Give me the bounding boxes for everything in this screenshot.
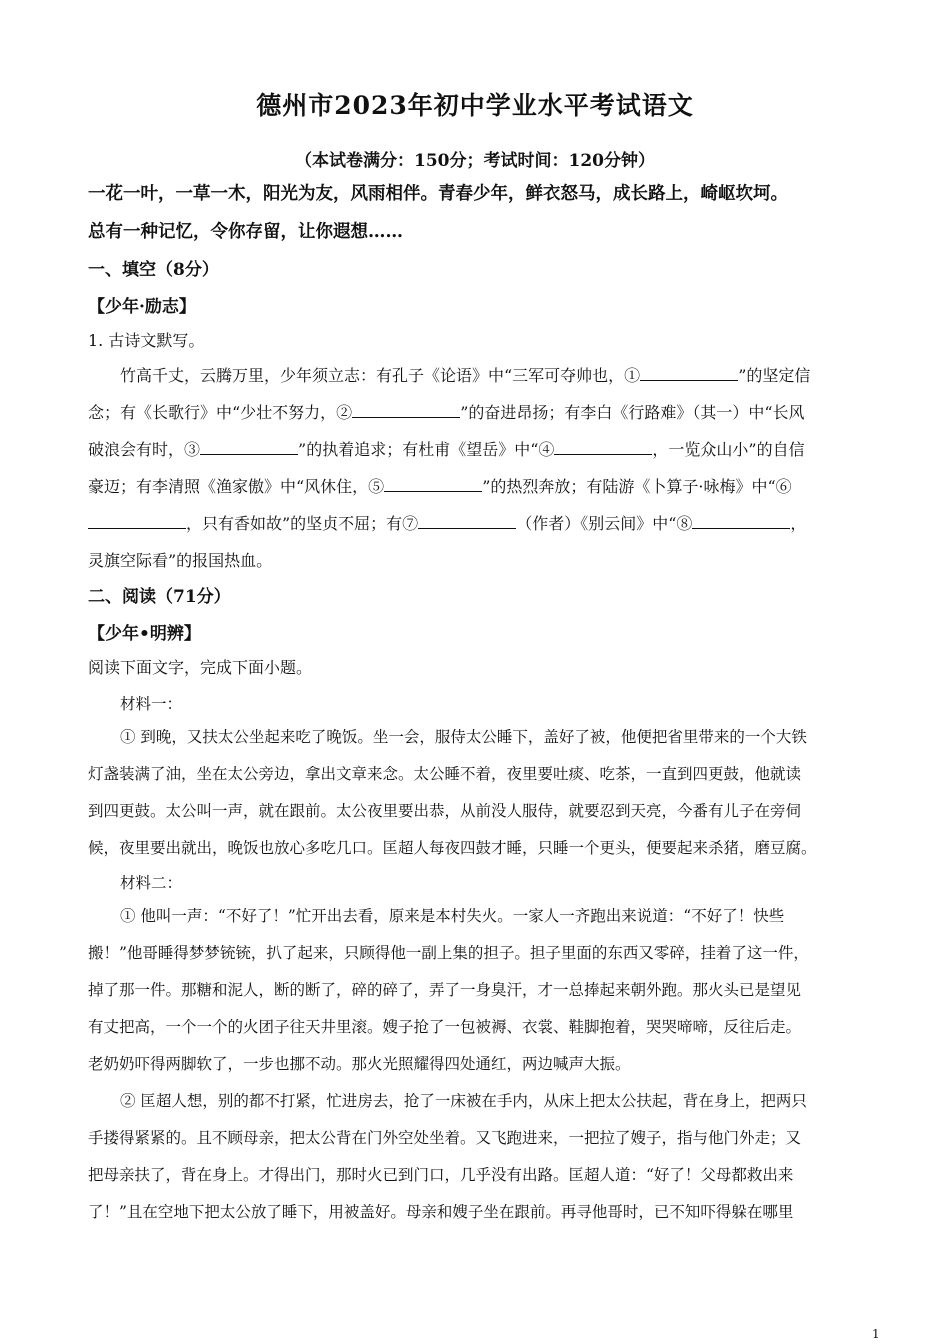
- question-label: 1. 古诗文默写。: [88, 331, 205, 350]
- question-line: 灵旗空际看”的报国热血。: [88, 551, 273, 570]
- page-number: 1: [872, 1327, 880, 1341]
- section-tag: 【少年•明辨】: [88, 624, 201, 644]
- material-line: ② 匡超人想，别的都不打紧，忙进房去，抢了一床被在手内，从床上把太公扶起，背在身上，把两只: [120, 1092, 807, 1110]
- question-line: 竹高千丈，云腾万里，少年须立志：有孔子《论语》中“三军可夺帅也，① ”的坚定信: [120, 366, 811, 385]
- exam-subtitle: （本试卷满分：150分；考试时间：120分钟）: [295, 151, 655, 171]
- material-line: 候，夜里要出就出，晚饭也放心多吃几口。匡超人每夜四鼓才睡，只睡一个更头，便要起来杀猪，磨豆腐。: [88, 839, 817, 857]
- material-line: 老奶奶吓得两脚软了，一步也挪不动。那火光照耀得四处通红，两边喊声大振。: [88, 1055, 631, 1073]
- answer-blank[interactable]: [88, 514, 186, 529]
- section-heading: 二、阅读（71分）: [88, 587, 231, 607]
- answer-blank[interactable]: [418, 514, 516, 529]
- intro-line: 总有一种记忆，令你存留，让你遐想……: [88, 222, 403, 242]
- answer-blank[interactable]: [640, 366, 738, 381]
- answer-blank[interactable]: [692, 514, 790, 529]
- material-line: 有丈把高，一个一个的火团子往天井里滚。嫂子抢了一包被褥、衣裳、鞋脚抱着，哭哭啼啼，反往后走。: [88, 1018, 802, 1036]
- material-line: 手搂得紧紧的。且不顾母亲，把太公背在门外空处坐着。又飞跑进来，一把拉了嫂子，指与他门外走；又: [88, 1129, 802, 1147]
- answer-blank[interactable]: [352, 403, 460, 418]
- section-heading: 一、填空（8分）: [88, 260, 219, 280]
- material-line: 到四更鼓。太公叫一声，就在跟前。太公夜里要出恭，从前没人服侍，就要忍到天亮，今番有儿子在旁伺: [88, 802, 802, 820]
- answer-blank[interactable]: [200, 440, 298, 455]
- exam-title: 德州市2023年初中学业水平考试语文: [256, 91, 694, 120]
- question-line: 念；有《长歌行》中“少壮不努力，② ”的奋进昂扬；有李白《行路难》（其一）中“长风: [88, 403, 805, 422]
- material-label: 材料二：: [120, 874, 183, 892]
- material-line: 搬！”他哥睡得梦梦铳铳，扒了起来，只顾得他一副上集的担子。担子里面的东西又零碎，挂着了这一件，: [88, 944, 809, 962]
- answer-blank[interactable]: [554, 440, 652, 455]
- answer-blank[interactable]: [384, 477, 482, 492]
- material-line: ① 他叫一声：“不好了！”忙开出去看，原来是本村失火。一家人一齐跑出来说道：“不好了！快些: [120, 907, 785, 925]
- question-line: ，只有香如故”的坚贞不屈；有⑦ （作者）《别云间》中“⑧ ，: [88, 511, 806, 534]
- material-line: 把母亲扶了，背在身上。才得出门，那时火已到门口，几乎没有出路。匡超人道：“好了！父母都救出来: [88, 1166, 794, 1184]
- question-line: 豪迈；有李清照《渔家傲》中“风休住，⑤ ”的热烈奔放；有陆游《卜算子·咏梅》中“⑥: [88, 477, 792, 496]
- instruction-text: 阅读下面文字，完成下面小题。: [88, 658, 313, 677]
- material-line: ① 到晚，又扶太公坐起来吃了晚饭。坐一会，服侍太公睡下，盖好了被，他便把省里带来的一个大铁: [120, 728, 807, 746]
- question-line: 破浪会有时，③ ”的执着追求；有杜甫《望岳》中“④ ，一览众山小”的自信: [88, 440, 805, 459]
- material-label: 材料一：: [120, 695, 183, 713]
- intro-line: 一花一叶，一草一木，阳光为友，风雨相伴。青春少年，鲜衣怒马，成长路上，崎岖坎坷。: [88, 184, 788, 204]
- material-line: 灯盏装满了油，坐在太公旁边，拿出文章来念。太公睡不着，夜里要吐痰、吃茶，一直到四更鼓，他就读: [88, 765, 802, 783]
- material-line: 了！”且在空地下把太公放了睡下，用被盖好。母亲和嫂子坐在跟前。再寻他哥时，已不知吓得躲在哪里: [88, 1203, 794, 1221]
- section-tag: 【少年·励志】: [88, 297, 196, 317]
- material-line: 掉了那一件。那糖和泥人，断的断了，碎的碎了，弄了一身臭汗，才一总捧起来朝外跑。那火头已是望见: [88, 981, 802, 999]
